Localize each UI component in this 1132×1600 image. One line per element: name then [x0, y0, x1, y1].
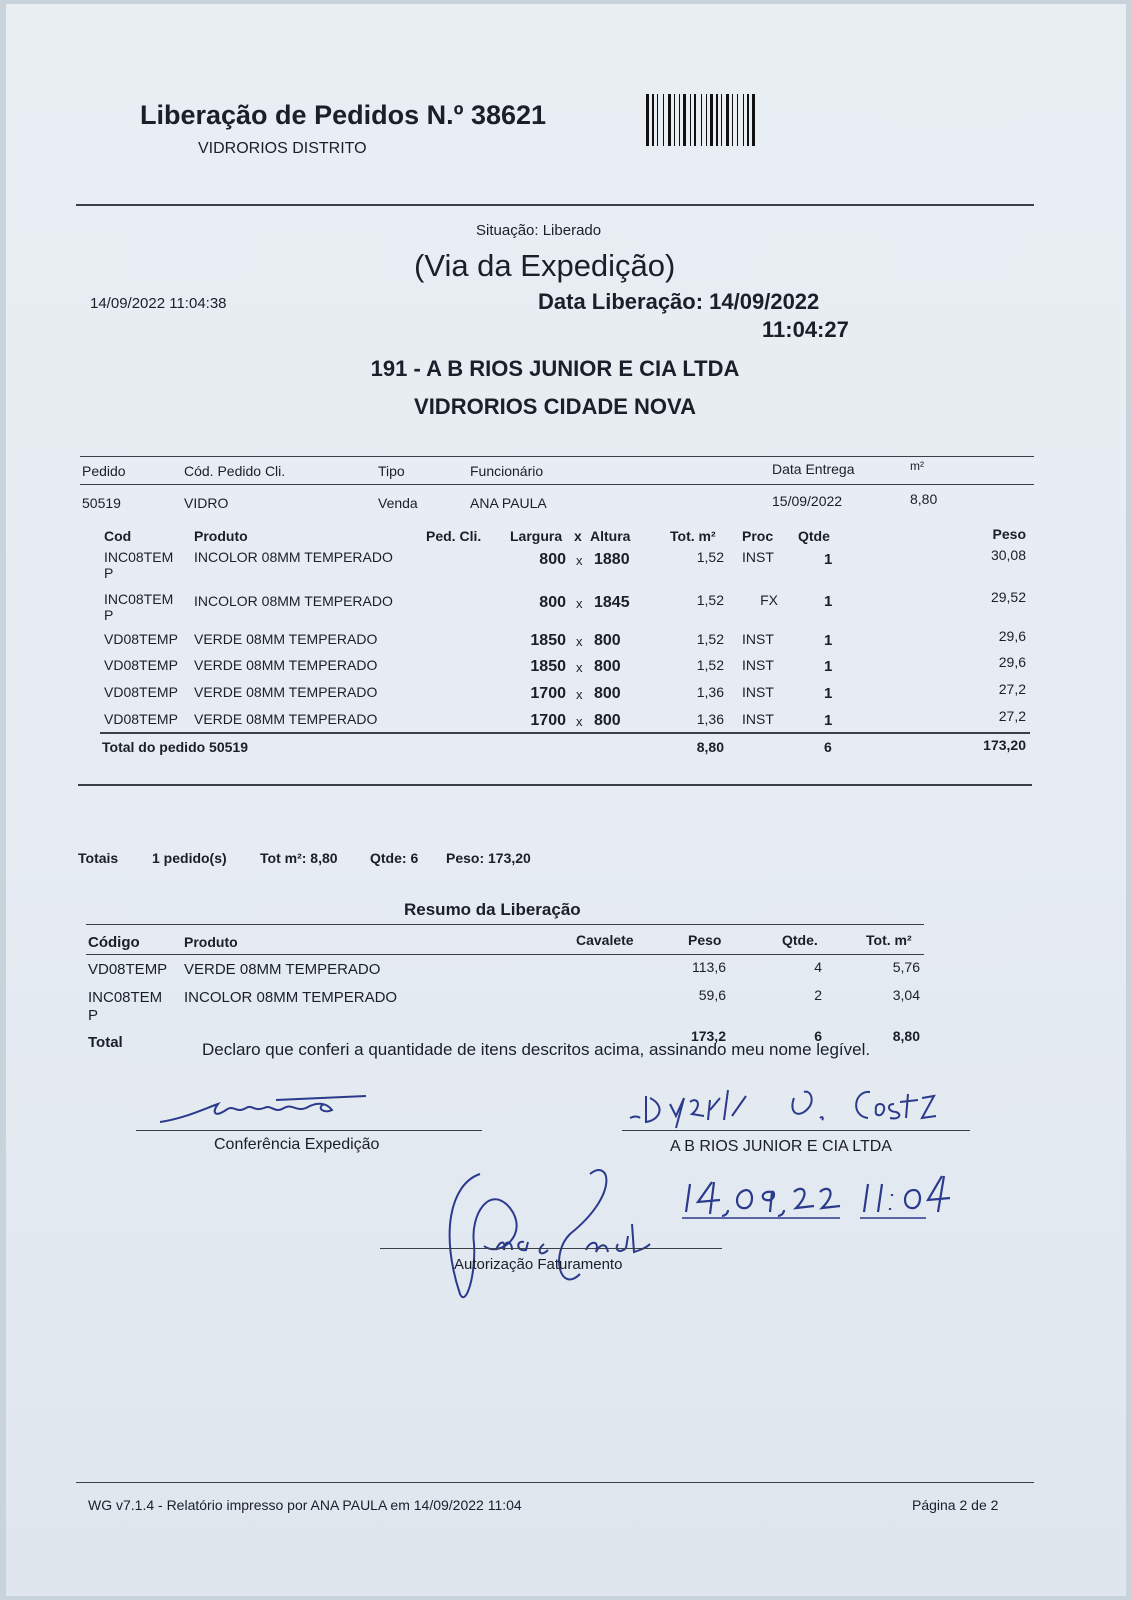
conferencia-signature	[156, 1090, 396, 1135]
item-qtde: 1	[824, 632, 833, 649]
items-total-rule	[100, 732, 1030, 734]
item-altura: 800	[594, 632, 621, 649]
order-header-top-rule	[80, 456, 1034, 457]
client-line	[622, 1130, 970, 1131]
item-tot-m2: 1,52	[696, 631, 724, 647]
summary-col-qtde: Qtde.	[782, 932, 818, 948]
items-col-qtde: Qtde	[798, 528, 830, 544]
release-date: Data Liberação: 14/09/2022	[538, 289, 820, 314]
col-data-entrega: Data Entrega	[772, 461, 855, 477]
order-tipo: Venda	[378, 495, 418, 511]
summary-total-qtde: 6	[814, 1028, 822, 1044]
item-cod: VD08TEMP	[104, 684, 178, 700]
item-x: x	[576, 634, 583, 649]
item-produto: VERDE 08MM TEMPERADO	[194, 631, 378, 647]
item-proc: FX	[760, 592, 778, 608]
summary-total-peso: 173,2	[690, 1028, 726, 1044]
item-proc: INST	[742, 711, 774, 727]
item-produto: VERDE 08MM TEMPERADO	[194, 711, 378, 727]
item-largura: 1700	[530, 712, 566, 729]
item-largura: 1850	[530, 658, 566, 675]
document-title: Liberação de Pedidos N.º 38621	[140, 100, 547, 130]
totals-pedidos: 1 pedido(s)	[152, 850, 227, 866]
totals-peso: Peso: 173,20	[446, 850, 531, 866]
item-produto: INCOLOR 08MM TEMPERADO	[194, 549, 393, 565]
items-col-altura: Altura	[590, 528, 631, 544]
item-proc: INST	[742, 631, 774, 647]
item-x: x	[576, 687, 583, 702]
order-total-label: Total do pedido 50519	[102, 739, 248, 755]
order-funcionario: ANA PAULA	[470, 495, 547, 511]
summary-row-codigo: VD08TEMP	[88, 961, 168, 978]
footer-page-number: Página 2 de 2	[912, 1497, 999, 1513]
items-col-x: x	[574, 528, 582, 544]
item-largura: 1700	[530, 685, 566, 702]
item-produto: VERDE 08MM TEMPERADO	[194, 657, 378, 673]
item-x: x	[576, 660, 583, 675]
order-header-bottom-rule	[80, 484, 1034, 485]
summary-total-label: Total	[88, 1034, 123, 1051]
item-largura: 1850	[530, 632, 566, 649]
item-tot-m2: 1,36	[696, 684, 724, 700]
item-cod: INC08TEM	[104, 591, 174, 607]
item-cod: VD08TEMP	[104, 657, 178, 673]
conferencia-label: Conferência Expedição	[214, 1136, 380, 1153]
summary-row-codigo-wrap: P	[88, 1007, 99, 1024]
item-qtde: 1	[824, 658, 833, 675]
items-col-proc: Proc	[742, 528, 774, 544]
items-col-largura: Largura	[510, 528, 563, 544]
declaration-text: Declaro que conferi a quantidade de itens descritos acima, assinando meu nome legível.	[202, 1040, 871, 1059]
header-divider	[76, 204, 1034, 206]
document-subtitle: VIDRORIOS DISTRITO	[198, 140, 367, 157]
item-peso: 30,08	[990, 547, 1026, 563]
summary-col-tot-m2: Tot. m²	[866, 932, 912, 948]
col-cod-pedido-cli: Cód. Pedido Cli.	[184, 463, 286, 479]
item-qtde: 1	[824, 685, 833, 702]
item-altura: 800	[594, 712, 621, 729]
status-text: Situação: Liberado	[476, 222, 602, 239]
item-tot-m2: 1,52	[696, 657, 724, 673]
item-produto: VERDE 08MM TEMPERADO	[194, 684, 378, 700]
client-signature-name	[624, 1076, 944, 1141]
item-altura: 1880	[594, 551, 630, 568]
item-peso: 29,52	[990, 589, 1026, 605]
order-total-peso: 173,20	[983, 737, 1026, 753]
summary-title: Resumo da Liberação	[404, 900, 581, 919]
summary-col-codigo: Código	[88, 934, 140, 951]
summary-row-peso: 113,6	[692, 959, 726, 975]
col-tipo: Tipo	[378, 463, 405, 479]
conferencia-line	[136, 1130, 482, 1131]
client-name: 191 - A B RIOS JUNIOR E CIA LTDA	[370, 356, 740, 381]
summary-top-rule	[86, 924, 924, 925]
totals-qtde: Qtde: 6	[370, 850, 419, 866]
item-peso: 27,2	[998, 681, 1026, 697]
item-altura: 1845	[594, 594, 630, 611]
summary-col-produto: Produto	[184, 934, 238, 950]
summary-col-peso: Peso	[688, 932, 722, 948]
item-proc: INST	[742, 657, 774, 673]
summary-row-produto: INCOLOR 08MM TEMPERADO	[184, 989, 398, 1006]
item-altura: 800	[594, 658, 621, 675]
items-col-tot-m2: Tot. m²	[670, 528, 716, 544]
totals-label: Totais	[78, 850, 119, 866]
summary-row-codigo: INC08TEM	[88, 989, 163, 1006]
item-cod: VD08TEMP	[104, 711, 178, 727]
barcode	[644, 94, 814, 151]
item-tot-m2: 1,36	[696, 711, 724, 727]
document-page	[6, 4, 1126, 1596]
printed-timestamp: 14/09/2022 11:04:38	[90, 295, 227, 312]
summary-row-produto: VERDE 08MM TEMPERADO	[184, 961, 381, 978]
summary-row-tot-m2: 5,76	[892, 959, 920, 975]
item-qtde: 1	[824, 593, 833, 610]
item-peso: 29,6	[998, 628, 1026, 644]
autorizacao-line	[380, 1248, 722, 1249]
item-x: x	[576, 553, 583, 568]
col-m2: m²	[910, 459, 924, 473]
item-qtde: 1	[824, 712, 833, 729]
release-time: 11:04:27	[762, 317, 849, 342]
client-label: A B RIOS JUNIOR E CIA LTDA	[670, 1138, 892, 1155]
item-peso: 29,6	[998, 654, 1026, 670]
autorizacao-signature	[440, 1154, 680, 1319]
order-block-divider	[78, 784, 1032, 786]
item-x: x	[576, 596, 583, 611]
autorizacao-label: Autorização Faturamento	[454, 1256, 623, 1273]
items-col-ped-cli: Ped. Cli.	[426, 528, 482, 544]
summary-row-peso: 59,6	[698, 987, 726, 1003]
client-store: VIDRORIOS CIDADE NOVA	[414, 394, 696, 419]
totals-tot-m2: Tot m²: 8,80	[260, 850, 338, 866]
handwritten-date	[676, 1168, 956, 1233]
item-tot-m2: 1,52	[696, 549, 724, 565]
item-produto: INCOLOR 08MM TEMPERADO	[194, 593, 393, 609]
item-proc: INST	[742, 684, 774, 700]
items-col-produto: Produto	[194, 528, 248, 544]
summary-row-qtde: 2	[814, 987, 822, 1003]
item-largura: 800	[539, 594, 566, 611]
summary-header-rule	[86, 954, 924, 955]
items-col-cod: Cod	[104, 528, 132, 544]
summary-row-tot-m2: 3,04	[892, 987, 920, 1003]
order-m2: 8,80	[910, 491, 938, 507]
order-data-entrega: 15/09/2022	[772, 493, 843, 509]
via-title: (Via da Expedição)	[414, 248, 676, 283]
item-cod: VD08TEMP	[104, 631, 178, 647]
item-proc: INST	[742, 549, 774, 565]
item-x: x	[576, 714, 583, 729]
summary-col-cavalete: Cavalete	[576, 932, 634, 948]
summary-row-qtde: 4	[814, 959, 822, 975]
item-cod-wrap: P	[104, 565, 114, 581]
order-total-m2: 8,80	[696, 739, 724, 755]
item-qtde: 1	[824, 551, 833, 568]
items-col-peso: Peso	[992, 526, 1026, 542]
item-cod-wrap: P	[104, 607, 114, 623]
footer-rule	[76, 1482, 1034, 1483]
item-peso: 27,2	[998, 708, 1026, 724]
item-tot-m2: 1,52	[696, 592, 724, 608]
item-altura: 800	[594, 685, 621, 702]
order-pedido: 50519	[82, 495, 121, 511]
item-cod: INC08TEM	[104, 549, 174, 565]
order-total-qtde: 6	[824, 739, 832, 755]
item-largura: 800	[539, 551, 566, 568]
col-funcionario: Funcionário	[470, 463, 544, 479]
footer-printed-by: WG v7.1.4 - Relatório impresso por ANA PAULA em 14/09/2022 11:04	[88, 1497, 522, 1513]
order-cod-pedido-cli: VIDRO	[184, 495, 229, 511]
col-pedido: Pedido	[82, 463, 126, 479]
summary-total-tot-m2: 8,80	[892, 1028, 920, 1044]
